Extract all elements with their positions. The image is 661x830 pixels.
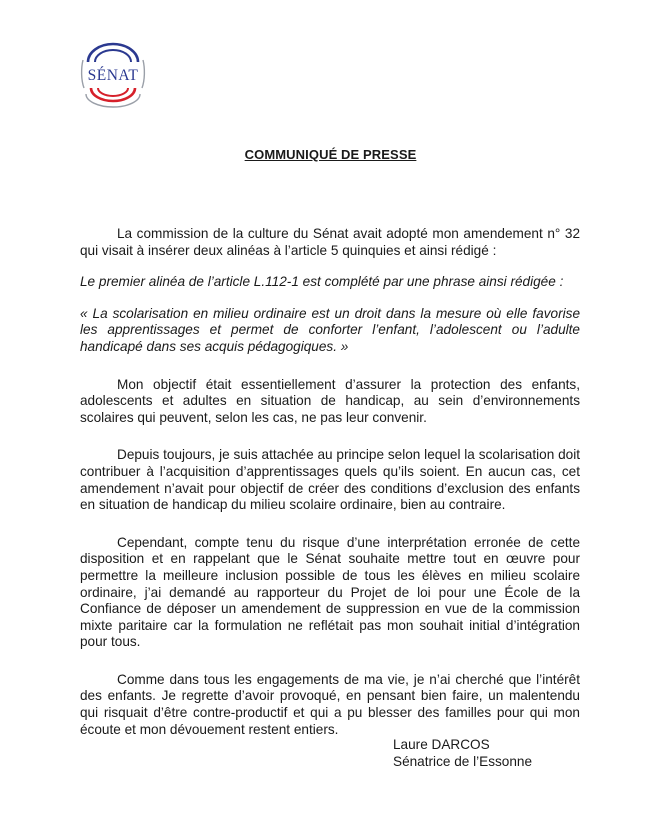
signature-block bbox=[393, 737, 532, 770]
signature-name: Laure DARCOS bbox=[393, 737, 490, 752]
paragraph-withdrawal: Cependant, compte tenu du risque d’une interprétation erronée de cette disposition et en rappelant que le Sénat souhaite mettre tout en œuvre pour permettre la meilleure inclusion possible de tous les élèves en milieu scolaire ordinaire, j’ai demandé au rapporteur du Projet de loi pour une École de la Confiance de déposer un amendement de suppression en vue de la commission mixte paritaire car la formulation ne reflétait pas mon souhait initial d’intégration pour tous. bbox=[80, 534, 580, 650]
paragraph-objective: Mon objectif était essentiellement d’assurer la protection des enfants, adolescents et adultes en situation de handicap, au sein d’environnements scolaires qui peuvent, selon les cas, ne pas leur convenir. bbox=[80, 376, 580, 425]
logo-red-arc-inner bbox=[98, 88, 128, 96]
logo-blue-arc-inner bbox=[95, 50, 131, 62]
signature-role: Sénatrice de l’Essonne bbox=[393, 753, 533, 769]
paragraph-closing: Comme dans tous les engagements de ma vie, je n’ai cherché que l’intérêt des enfants. Je regrette d’avoir provoqué, en pensant bien faire, un malentendu qui risquait d’être contre-productif et qui a pu blesser des familles pour qui mon écoute et mon dévouement restent entiers. bbox=[80, 671, 580, 737]
press-release-body bbox=[80, 226, 580, 738]
logo-wordmark: SÉNAT bbox=[87, 67, 139, 84]
logo-grey-arc-left bbox=[82, 60, 84, 88]
paragraph-amendment-heading: Le premier alinéa de l’article L.112-1 est complété par une phrase ainsi rédigée : bbox=[80, 274, 564, 290]
page-title: COMMUNIQUÉ DE PRESSE bbox=[244, 147, 417, 162]
logo-grey-arc-right bbox=[142, 60, 144, 88]
paragraph-principle: Depuis toujours, je suis attachée au principe selon lequel la scolarisation doit contribuer à l’acquisition d’apprentissages quels qu’ils soient. En aucun cas, cet amendement n’avait pour objectif de créer des conditions d’exclusion des enfants en situation de handicap du milieu scolaire ordinaire, bien au contraire. bbox=[80, 447, 580, 513]
paragraph-amendment-quote: « La scolarisation en milieu ordinaire est un droit dans la mesure où elle favorise les apprentissages et permet de conforter l’enfant, l’adolescent ou l’adulte handicapé dans ses acquis pédagogiques. » bbox=[80, 305, 580, 354]
paragraph-intro: La commission de la culture du Sénat avait adopté mon amendement n° 32 qui visait à insérer deux alinéas à l’article 5 quinquies et ainsi rédigé : bbox=[80, 226, 580, 258]
senat-logo bbox=[78, 42, 148, 108]
